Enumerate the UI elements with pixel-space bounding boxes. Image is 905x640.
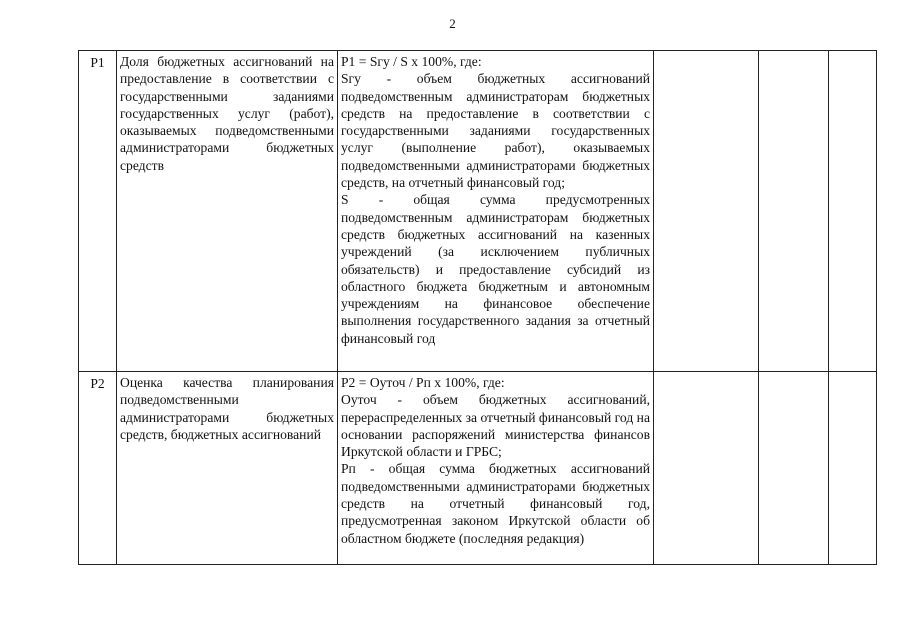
formula: P2 = Оуточ / Рп x 100%, где: [341,375,505,390]
indicator-name: Доля бюджетных ассигнований на предоставление в соответствии с государственными заданиями государственных услуг (работ), оказываемых подведомственными администраторами бюджетных средств [117,51,338,372]
definition: Оуточ - объем бюджетных ассигнований, перераспределенных за отчетный финансовый год на основании распоряжений министерства финансов Иркутской области и ГРБС; [341,392,650,460]
indicator-code: P1 [79,51,117,372]
empty-cell [829,51,877,372]
empty-cell [829,372,877,565]
empty-cell [654,51,759,372]
table-row [79,372,877,565]
empty-cell [759,372,829,565]
page-number: 2 [449,16,456,31]
indicators-table [78,50,877,565]
definition: Рп - общая сумма бюджетных ассигнований подведомственными администраторами бюджетных средств на отчетный финансовый год, предусмотренная законом Иркутской области об областном бюджете (последняя редакция) [341,461,650,546]
empty-cell [759,51,829,372]
indicator-name: Оценка качества планирования подведомственными администраторами бюджетных средств, бюджетных ассигнований [117,372,338,565]
definition: S - общая сумма предусмотренных подведомственным администраторам бюджетных средств бюджетных ассигнований на казенных учреждений (за исключением публичных обязательств) и предоставление субсидий из областного бюджета бюджетным и автономным учреждениям на финансовое обеспечение выполнения государственного задания за отчетный финансовый год [341,192,650,346]
formula: P1 = Sгу / S x 100%, где: [341,54,482,69]
definition: Sгу - объем бюджетных ассигнований подведомственным администраторам бюджетных средств на предоставление в соответствии с государственными заданиями государственных услуг (выполнение работ), оказываемых подведомственными администраторами бюджетных средств, на отчетный финансовый год; [341,71,650,191]
table-row [79,51,877,372]
indicator-formula-cell [338,372,654,565]
indicator-formula-cell [338,51,654,372]
indicator-code: P2 [79,372,117,565]
empty-cell [654,372,759,565]
